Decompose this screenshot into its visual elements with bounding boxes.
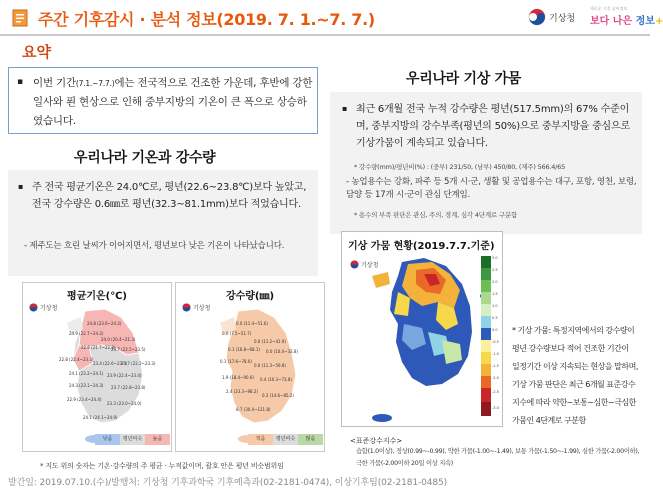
svg-text:0.0 (11.3~59.8): 0.0 (11.3~59.8) bbox=[254, 363, 286, 368]
svg-text:24.8 (23.6~24.2): 24.8 (23.6~24.2) bbox=[87, 321, 122, 326]
document-icon bbox=[10, 8, 30, 28]
drought-map-box bbox=[341, 231, 503, 427]
drought-heading: 우리나라 기상 가뭄 bbox=[406, 71, 521, 87]
drought-panel bbox=[330, 92, 642, 234]
temp-map-logo-text: 기상청 bbox=[40, 305, 58, 312]
svg-text:24.7 (22.5~23.5): 24.7 (22.5~23.5) bbox=[111, 347, 146, 352]
svg-text:0.2 (14.6~85.2): 0.2 (14.6~85.2) bbox=[262, 393, 294, 398]
cbar-label: 0.0 bbox=[492, 328, 498, 332]
legend-normal: 평년비슷 bbox=[273, 434, 298, 445]
cbar-label: 2.0 bbox=[492, 280, 498, 284]
cbar-label: 2.5 bbox=[492, 268, 498, 272]
svg-text:22.6 (21.7~22.8): 22.6 (21.7~22.8) bbox=[81, 345, 116, 350]
svg-text:22.8 (22.4~23.3): 22.8 (22.4~23.3) bbox=[59, 357, 94, 362]
svg-text:0.4 (10.3~73.8): 0.4 (10.3~73.8) bbox=[260, 377, 292, 382]
slogan-main-b: 정보 bbox=[635, 16, 655, 27]
temp-map-title: 평균기온(℃) bbox=[67, 291, 127, 302]
svg-text:2.4 (23.3~98.2): 2.4 (23.3~98.2) bbox=[226, 389, 258, 394]
svg-text:23.7 (22.8~23.8): 23.7 (22.8~23.8) bbox=[111, 385, 146, 390]
temp-rain-panel bbox=[8, 170, 318, 276]
cbar-label: -1.0 bbox=[492, 352, 499, 356]
drought-map-logo-text: 기상청 bbox=[361, 262, 379, 269]
summary-period: (7.1.~7.7.) bbox=[75, 79, 115, 88]
svg-text:22.9 (23.4~24.4): 22.9 (23.4~24.4) bbox=[67, 397, 102, 402]
summary-heading: 요약 bbox=[22, 43, 51, 61]
cbar-label: -3.0 bbox=[492, 406, 499, 410]
rain-map bbox=[176, 283, 326, 453]
temp-legend bbox=[95, 434, 170, 445]
drought-bullet: ▪ bbox=[342, 104, 348, 113]
map-footnote: * 지도 위의 숫자는 기온·강수량의 주 평균 · 누적값이며, 괄호 안은 평년 비슷범위임 bbox=[40, 462, 284, 470]
colorbar-labels bbox=[492, 256, 502, 416]
svg-text:24.1 (24.1~24.9): 24.1 (24.1~24.9) bbox=[83, 415, 118, 420]
temp-rain-heading: 우리나라 기온과 강수량 bbox=[74, 150, 216, 166]
legend-low: 적음 bbox=[248, 434, 273, 445]
temp-text: 주 전국 평균기온은 24.0℃로, 평년(22.6~23.8℃)보다 높았고, 전국 강수량은 0.6㎜로 평년(32.3~81.1mm)보다 적었습니다. bbox=[32, 182, 307, 210]
drought-definition-line: 평년 강수량보다 적어 건조한 기간이 bbox=[512, 344, 629, 353]
svg-text:23.4 (22.6~23.5): 23.4 (22.6~23.5) bbox=[93, 361, 128, 366]
drought-definition-line: 지수에 따라 약한~보통~심한~극심한 bbox=[512, 398, 636, 407]
slogan-logo bbox=[590, 6, 663, 30]
footer: 발간일: 2019.07.10.(수)/발행처: 기상청 기후과학국 기후예측과(02-2181-0474), 이상기후팀(02-2181-0485) bbox=[8, 478, 448, 488]
summary-text-a: 이번 기간 bbox=[33, 77, 76, 89]
drought-definition-line: 가뭄인 4단계로 구분함 bbox=[512, 416, 586, 425]
svg-text:24.1 (23.2~24.1): 24.1 (23.2~24.1) bbox=[69, 371, 104, 376]
summary-box bbox=[8, 67, 318, 134]
rain-map-logo-text: 기상청 bbox=[193, 305, 211, 312]
cbar-label: 3.0 bbox=[492, 256, 498, 260]
svg-text:8.7 (30.4~121.8): 8.7 (30.4~121.8) bbox=[236, 407, 271, 412]
cbar-label: -0.5 bbox=[492, 340, 499, 344]
cbar-label: 0.5 bbox=[492, 316, 498, 320]
kma-logo bbox=[528, 8, 575, 26]
slogan-main-a: 보다 나은 bbox=[590, 16, 636, 27]
svg-text:24.9 (22.7~24.2): 24.9 (22.7~24.2) bbox=[69, 331, 104, 336]
svg-text:0.0 (10.4~33.8): 0.0 (10.4~33.8) bbox=[266, 349, 298, 354]
drought-colorbar bbox=[481, 256, 491, 416]
drought-definition bbox=[512, 322, 648, 430]
drought-sub: - 농업용수는 강화, 파주 등 5개 시·군, 생활 및 공업용수는 대구, 포항, 영천, 보령, 담양 등 17개 시·군이 관심 단계임. bbox=[346, 177, 637, 200]
drought-map bbox=[342, 232, 504, 428]
kma-logo-text: 기상청 bbox=[549, 13, 576, 24]
legend-high: 많음 bbox=[298, 434, 323, 445]
summary-text bbox=[33, 74, 315, 131]
drought-map-title: 기상 가뭄 현황(2019.7.7.기준) bbox=[348, 241, 495, 252]
rain-map-box bbox=[175, 282, 325, 452]
cbar-label: 1.0 bbox=[492, 304, 498, 308]
page-title: 주간 기후감시 · 분석 정보(2019. 7. 1.~7. 7.) bbox=[38, 10, 375, 29]
rain-map-title: 강수량(㎜) bbox=[225, 291, 275, 302]
cbar-label: 1.5 bbox=[492, 292, 498, 296]
spi-description: 습함(1.0이상), 정상(0.99~-0.99), 약한 가뭄(-1.00~-1.49), 보통 가뭄(-1.50~-1.99), 심한 가뭄(-2.00이하), 극한 가뭄(-2.00이하 20일 이상 지속) bbox=[356, 448, 640, 467]
drought-text: 최근 6개월 전국 누적 강수량은 평년(517.5mm)의 67% 수준이며, 중부지방의 강수부족(평년의 50%)으로 중부지방을 중심으로 기상가뭄이 계속되고 있습니다. bbox=[356, 104, 630, 149]
temp-sub-text: - 제주도는 흐린 날씨가 이어지면서, 평년보다 낮은 기온이 나타났습니다. bbox=[24, 241, 285, 251]
svg-text:0.1 (16.8~68.1): 0.1 (16.8~68.1) bbox=[228, 347, 260, 352]
taegeuk-icon bbox=[528, 8, 546, 26]
cbar-label: -2.0 bbox=[492, 376, 499, 380]
legend-low: 낮음 bbox=[95, 434, 120, 445]
drought-definition-line: 기상 가뭄 판단은 최근 6개월 표준강수 bbox=[512, 380, 636, 389]
svg-text:0.1 (17.6~78.6): 0.1 (17.6~78.6) bbox=[220, 359, 252, 364]
svg-text:23.7 (22.2~23.3): 23.7 (22.2~23.3) bbox=[121, 361, 156, 366]
temp-map bbox=[23, 283, 173, 453]
svg-text:1.9 (18.4~90.6): 1.9 (18.4~90.6) bbox=[222, 375, 254, 380]
slogan-main bbox=[590, 12, 663, 27]
svg-text:0.0 (11.4~51.6): 0.0 (11.4~51.6) bbox=[236, 321, 268, 326]
svg-text:23.9 (22.4~23.4): 23.9 (22.4~23.4) bbox=[107, 373, 142, 378]
svg-text:0.0 (11.2~41.9): 0.0 (11.2~41.9) bbox=[254, 339, 286, 344]
svg-text:23.3 (23.0~24.0): 23.3 (23.0~24.0) bbox=[107, 401, 142, 406]
summary-text-b: 에는 전국적으로 건조한 가운데, 후반에 강한 일사와 푄 현상으로 인해 중부지방의 기온이 큰 폭으로 상승하였습니다. bbox=[33, 77, 313, 127]
temp-bullet: ▪ bbox=[18, 182, 24, 191]
cbar-label: -2.5 bbox=[492, 390, 499, 394]
temp-map-box bbox=[22, 282, 172, 452]
header-bar bbox=[0, 0, 663, 36]
cbar-label: -1.5 bbox=[492, 364, 499, 368]
drought-definition-line: * 기상 가뭄: 특정지역에서의 강수량이 bbox=[512, 326, 635, 335]
slogan-small: 새로운 기후 날씨정보 bbox=[590, 6, 628, 11]
rain-legend bbox=[248, 434, 323, 445]
svg-text:0.0 (7.5~51.7): 0.0 (7.5~51.7) bbox=[222, 331, 252, 336]
legend-high: 높음 bbox=[145, 434, 170, 445]
svg-text:24.0 (20.4~21.3): 24.0 (20.4~21.3) bbox=[101, 337, 136, 342]
drought-definition-line: 일정기간 이상 지속되는 현상을 말하며, bbox=[512, 362, 638, 371]
drought-note1: * 강수량(mm)/평년비(%) : (중부) 231/50, (남부) 450/80, (제주) 566.4/65 bbox=[354, 163, 566, 171]
slogan-plus: + bbox=[654, 16, 663, 27]
svg-text:24.3 (23.1~24.3): 24.3 (23.1~24.3) bbox=[69, 383, 104, 388]
legend-normal: 평년비슷 bbox=[120, 434, 145, 445]
summary-bullet: ▪ bbox=[17, 77, 24, 87]
drought-note2: * 용수의 부족 판단은 관심, 주의, 경계, 심각 4단계로 구분함 bbox=[354, 211, 518, 219]
spi-heading: <표준강수지수> bbox=[350, 437, 403, 445]
